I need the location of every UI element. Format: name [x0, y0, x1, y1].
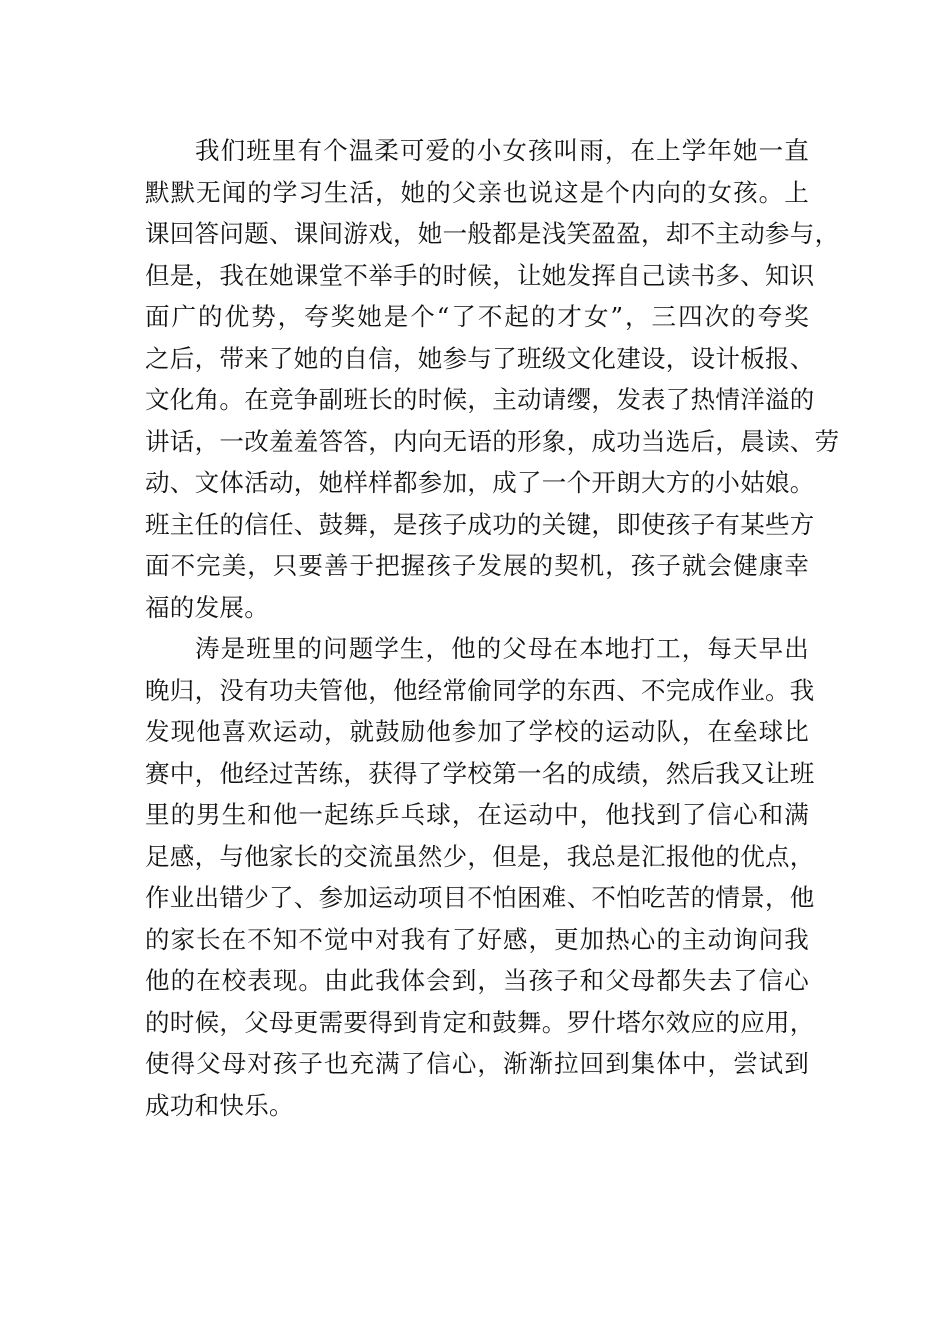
paragraph-line: 默默无闻的学习生活，她的父亲也说这是个内向的女孩。上 — [145, 177, 809, 207]
paragraph-line: 足感，与他家长的交流虽然少，但是，我总是汇报他的优点， — [145, 841, 815, 871]
paragraph-line: 赛中，他经过苦练，获得了学校第一名的成绩，然后我又让班 — [145, 758, 815, 788]
paragraph-line: 他的在校表现。由此我体会到，当孩子和父母都失去了信心 — [145, 966, 809, 995]
paragraph-line: 但是，我在她课堂不举手的时候，让她发挥自己读书多、知识 — [145, 260, 815, 290]
paragraph-line: 使得父母对孩子也充满了信心，渐渐拉回到集体中，尝试到 — [145, 1049, 809, 1078]
paragraph-line: 晚归，没有功夫管他，他经常偷同学的东西、不完成作业。我 — [145, 675, 815, 705]
paragraph-line: 文化角。在竞争副班长的时候，主动请缨，发表了热情洋溢的 — [145, 385, 815, 414]
paragraph-line: 的家长在不知不觉中对我有了好感，更加热心的主动询问我 — [145, 924, 809, 954]
paragraph-line: 涛是班里的问题学生，他的父母在本地打工，每天早出 — [195, 634, 809, 663]
paragraph-line: 课回答问题、课间游戏，她一般都是浅笑盈盈，却不主动参与， — [145, 219, 840, 248]
paragraph-line: 发现他喜欢运动，就鼓励他参加了学校的运动队，在垒球比 — [145, 717, 809, 746]
paragraph-1 — [145, 130, 840, 628]
paragraph-2 — [145, 628, 815, 1126]
document-body — [145, 130, 840, 1126]
paragraph-line: 之后，带来了她的自信，她参与了班级文化建设，设计板报、 — [145, 343, 815, 373]
paragraph-line: 我们班里有个温柔可爱的小女孩叫雨，在上学年她一直 — [195, 136, 809, 165]
paragraph-line: 成功和快乐。 — [145, 1090, 294, 1120]
paragraph-line: 动、文体活动，她样样都参加，成了一个开朗大方的小姑娘。 — [145, 468, 815, 497]
paragraph-line: 作业出错少了、参加运动项目不怕困难、不怕吃苦的情景，他 — [145, 883, 815, 912]
paragraph-line: 里的男生和他一起练乒乓球，在运动中，他找到了信心和满 — [145, 800, 809, 829]
paragraph-line: 面广的优势，夸奖她是个“了不起的才女”，三四次的夸奖 — [145, 302, 809, 331]
paragraph-line: 班主任的信任、鼓舞，是孩子成功的关键，即使孩子有某些方 — [145, 509, 815, 539]
paragraph-line: 的时候，父母更需要得到肯定和鼓舞。罗什塔尔效应的应用， — [145, 1007, 815, 1037]
paragraph-line: 福的发展。 — [145, 592, 269, 622]
paragraph-line: 讲话，一改羞羞答答，内向无语的形象，成功当选后，晨读、劳 — [145, 426, 840, 456]
paragraph-line: 面不完美，只要善于把握孩子发展的契机，孩子就会健康幸 — [145, 551, 809, 580]
